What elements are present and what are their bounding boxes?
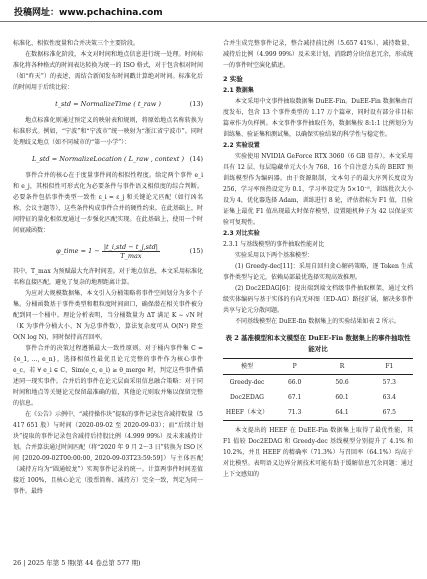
paragraph: (2) Doc2EDAG[6]：提出端到端文档级事件抽取框架，通过文档级实体编码与基于实体的有向无环图（ED-AG）路径扩展，解决多事件共享与论元分散问题。: [223, 285, 413, 314]
equation-number: (13): [189, 100, 203, 108]
paragraph: 不同基线模型在 DuEE-fin 数据集上的实验结果如表 2 所示。: [235, 318, 400, 325]
table-header-row: [223, 359, 413, 375]
table-header-cell: 模型: [240, 363, 253, 370]
table-cell: 57.3: [382, 379, 396, 386]
paragraph: 事件合并的决策过程遵循最大一致性原则。对于桶内事件集 C = {e_1, …, e_n}，选择相似性最优且论元完整的事件作为核心事件 e_c，若 ∀ e_i ∈ C，Sim(e_c, e_i) ≥ θ_merge 时，判定这些事件描述同一现实事件。合并后的事件在论元层面采用信息融合策略：对于同时间和地点等关键论元保留最准确的值，其他论元则取并集以保留完整的信息。: [13, 345, 203, 407]
table-header-cell: R: [339, 363, 345, 370]
paragraph: 本文采用中文事件抽取数据集 DuEE-Fin。DuEE-Fin 数据集由百度发布，包含 13 个事件类型的 1.17 万个篇章，同时设有部分非目标篇章作为负样例。本文事件事件抽取任务，数据集按 8:1:1 比例划分为训练集、验证集和测试集，以确保实验结果的科学性与稳定性。: [223, 98, 413, 138]
fraction-denominator: T_max: [120, 251, 142, 260]
paragraph: 实验采用以下两个基准模型：: [235, 252, 314, 259]
table-header-cell: F1: [385, 363, 394, 370]
table-cell: Doc2EDAG: [230, 394, 264, 401]
right-column: [223, 38, 413, 480]
table-cell: 67.5: [382, 409, 396, 416]
paragraph: 在数据标准化阶段，本文对时间和地点信息进行统一处理。时间标准化将各种格式的时间表达转换为统一的 ISO 格式，对于包含相对时间（如“昨天”）的表述，需结合新闻发布时间戳计算绝对时间。标准化后的时间用于后续比较：: [13, 51, 203, 91]
table-cell: 50.6: [335, 379, 349, 386]
paragraph: 为应对大规模数据集，本文引入分桶策略将事件空间划分为多个子集。分桶函数基于事件类型和粗粒度时间窗口，确保潜在相关事件被分配到同一个桶中。理论分析表明，当分桶数量为 ΔT 满足 K ∼ √N 时（K 为事件分桶大小，N 为总事件数），算法复杂度可从 O(N²) 降至 O(N log N)，同时保持高召回率。: [13, 290, 203, 341]
paragraph: 本文提出的 HEEF 在 DuEE-Fin 数据集上取得了最优性能，其 F1 值较 Doc2EDAG 和 Greedy-dec 基线模型分别提升了 4.1% 和 10.2%，并且 HEEF 的精确率（71.3%）与召回率（64.1%）均高于对比模型。表明语义边界分割技术可能有助于缓解信息冗余问题：通过上下文感知的: [223, 427, 413, 478]
table-cell: 60.1: [335, 394, 349, 401]
table-row: [223, 390, 413, 405]
equation-lhs: φ_time = 1 −: [56, 247, 100, 255]
paragraph: 事件合并的核心在于度量事件间的相似性程度。给定两个事件 e_i 和 e_j，其相似性可形式化为必要条件与事件语义相似度的综合判断。必要条件包括事件类型一致性 ε_i = ε_j 和关键论元匹配（如行凶名称、会议主题等），这些条件构成事件合并的硬性约束。在此基础上，时间特征的量化相似度通过一步强化匹配实现。在此基础上，使用一个时间衰减函数：: [13, 172, 203, 234]
equation-body: t_std = NormalizeTime ( t_raw ): [55, 100, 161, 108]
equation-15: [13, 239, 203, 263]
equation-number: (15): [189, 247, 203, 255]
paragraph: 在《公告》示例中，“减持操作块”提取的事件记录包含减持数量（5 417 651 股）与时间（2020-09-02 至 2020-09-03）；而“后续计划块”提取的事件记录包含减持后持股比例（4.999 99%）及未来减持计划。合并算法通过时间匹配（将“2020 年 9 月 2～3 日”转换为 ISO 区间 [2020-09-02T00:00:00, 2020-09-03T23:59:59]）与主体匹配（减持方均为“圆通蛟龙”）实现事件记录的统一。计算两事件时间差值接近 100%，且核心论元（股票简称、减持方）完全一致，判定为同一事件。最终: [13, 411, 203, 495]
subsection-heading: 2.2 实验设置: [223, 142, 260, 149]
table-cell: HEEF（本文）: [225, 409, 269, 416]
table-cell: Greedy-dec: [229, 379, 265, 386]
fraction-numerator: |t_i,std − t_j,std|: [103, 242, 158, 251]
subsection-heading: 2.1 数据集: [223, 87, 254, 94]
table-row: [223, 375, 413, 391]
table-cell: 63.4: [382, 394, 396, 401]
paragraph: 其中，T_max 为预赋最大允许时间差。对于地点信息，本文采用标准化名称直接匹配，避免了复杂的地理距离计算。: [13, 268, 203, 286]
table-row: [223, 405, 413, 421]
equation-body: L_std = NormalizeLocation ( L_raw , context ): [31, 155, 185, 163]
section-heading: 2 实验: [223, 75, 243, 83]
equation-number: (14): [189, 155, 203, 163]
table-header-cell: P: [292, 363, 297, 370]
journal-header-bar: [0, 0, 427, 22]
paragraph: 实验使用 NVIDIA GeForce RTX 3060（6 GB 显存）。本文采用具有 12 层、每层隐藏单元大小为 768、16 个自注意力头的 BERT 预训练模型作为编码器。由于资源限制，文本句子的最大序列长度设为 256，学习率预热设定为 0.1，学习率设定为 5×10⁻⁵，训练批次大小设为 4，优化器选择 Adam，训练进行 8 轮，评估指标为 F1 值，且验证集上最优 F1 值出现最大时保存模型，设置随机种子为 42 以保证实验可复现性。: [223, 153, 413, 226]
fraction: [102, 243, 160, 260]
left-column: [13, 38, 203, 497]
submission-site-text: 投稿网址：www.pchachina.com: [14, 8, 163, 18]
subsubsection-heading: 2.3.1 与基线模型的事件抽取性能对比: [223, 241, 325, 248]
equation-14: [13, 151, 203, 167]
paragraph: 地点标准化则通过预定义的映射表和规则，将原始地点名称转换为标准形式。例如，“宁波”和“宁波市”统一映射为“浙江省宁波市”。同时处理歧义地点（如不同城市的“第一小学”）：: [13, 117, 203, 146]
paragraph: 合并生成完整事件记录，整合减持前比例（5.657 41%）、减持数量、减持后比例（4.999 99%）及未来计划，消除跨分块信息冗余，形成统一的事件时空演化描述。: [223, 40, 413, 69]
table-cell: 71.3: [287, 409, 302, 416]
table-cell: 64.1: [335, 409, 349, 416]
equation-13: [13, 96, 203, 112]
table-caption: 表 2 基准模型和本文模型在 DuEE-Fin 数据集上的事件抽取性能对比: [225, 334, 411, 353]
paragraph: (1) Greedy-dec[11]：采用自回归贪心解码策略，逐 Token 生成事件类型与论元，依赖局部最优选择实现高效推理。: [223, 263, 413, 281]
table-cell: 67.1: [287, 394, 302, 401]
subsection-heading: 2.3 对比实验: [223, 230, 260, 237]
results-table: [223, 358, 413, 421]
paragraph: 标准化、相似性度量和合并决策三个主要阶段。: [13, 40, 140, 47]
page-footer: 26 | 2025 年第 5 期(第 44 卷总第 577 期): [13, 559, 141, 567]
table-cell: 66.0: [287, 379, 302, 386]
